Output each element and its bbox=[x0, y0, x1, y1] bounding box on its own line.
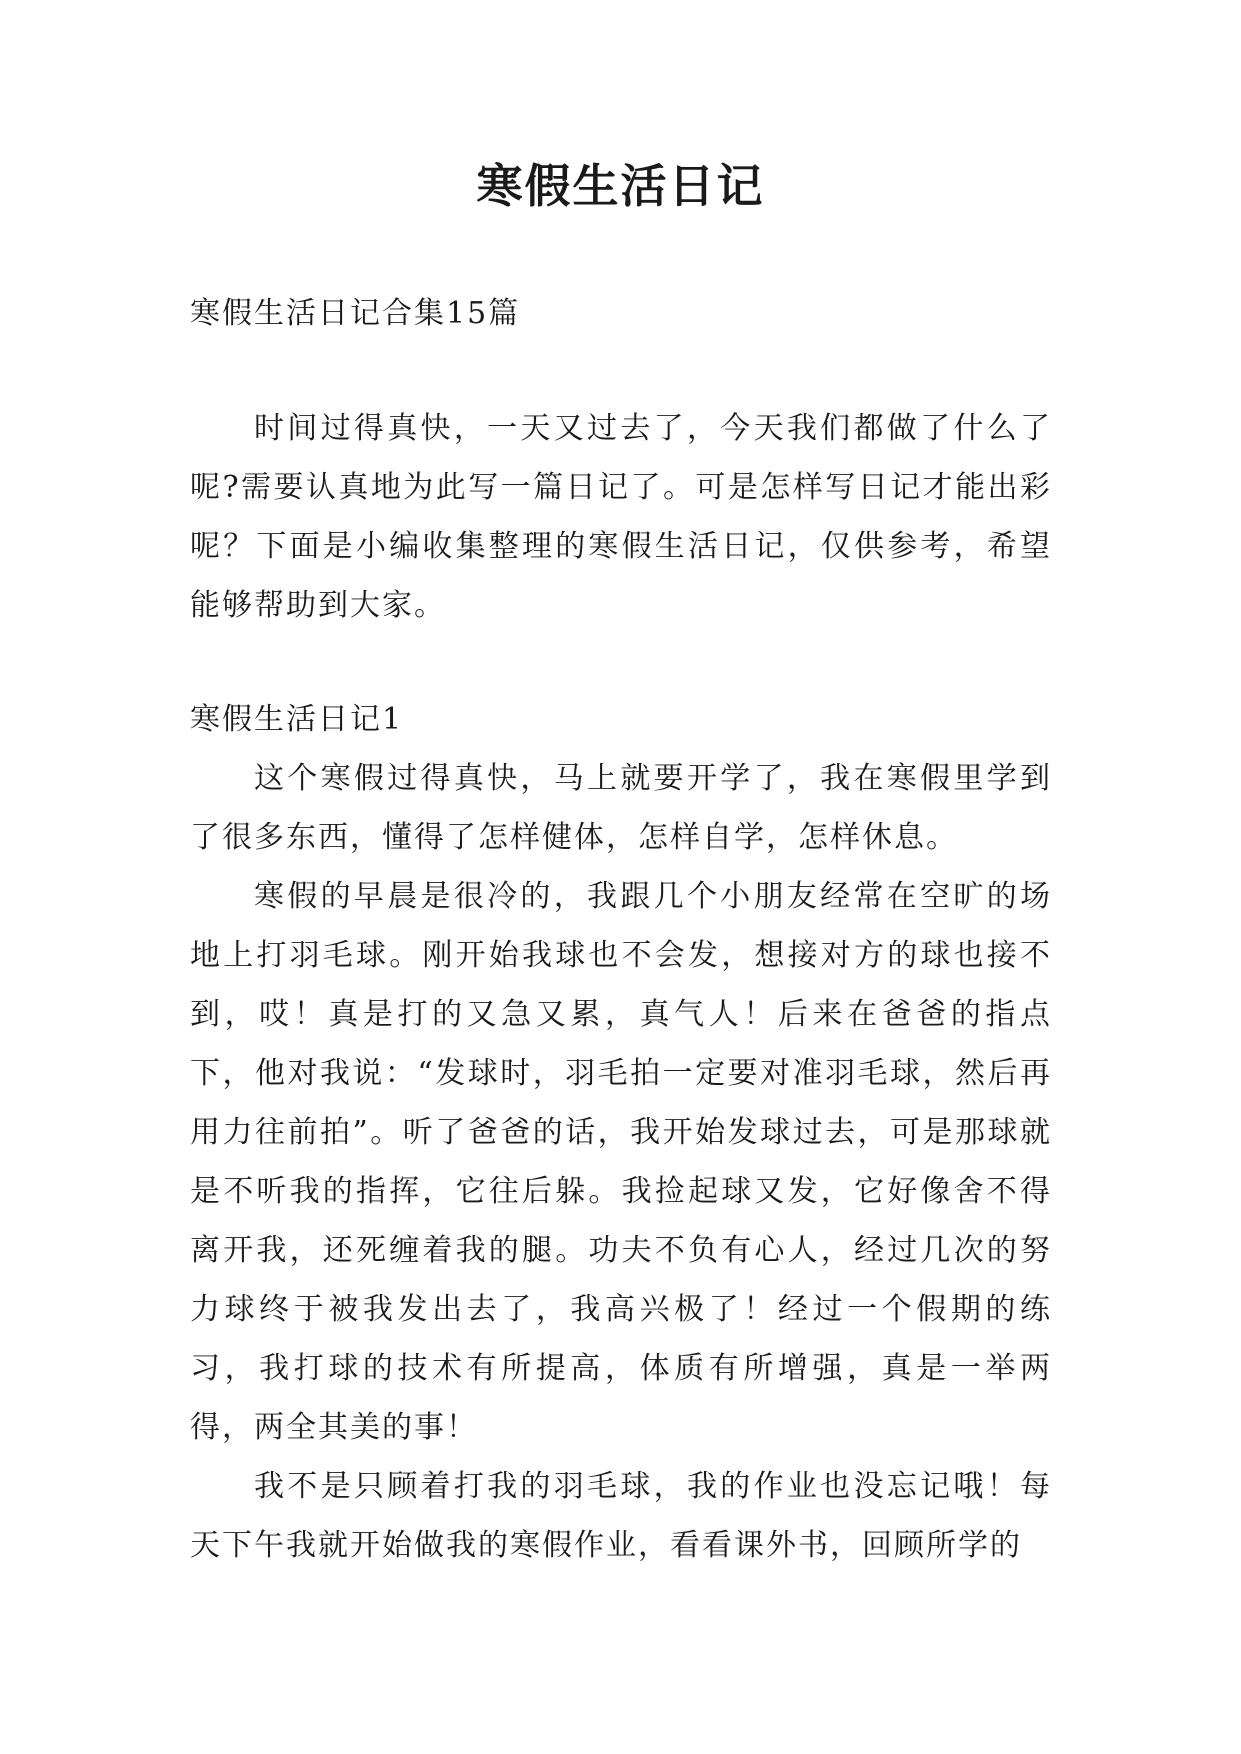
document-title: 寒假生活日记 bbox=[476, 159, 765, 213]
intro-paragraph: 时间过得真快，一天又过去了，今天我们都做了什么了呢?需要认真地为此写一篇日记了。可是怎样写日记才能出彩呢？下面是小编收集整理的寒假生活日记，仅供参考，希望能够帮助到大家。 bbox=[190, 411, 1052, 623]
section-body bbox=[190, 749, 1052, 1575]
body-paragraph: 这个寒假过得真快，马上就要开学了，我在寒假里学到了很多东西，懂得了怎样健体，怎样自学，怎样休息。 bbox=[190, 761, 1052, 855]
body-paragraph: 我不是只顾着打我的羽毛球，我的作业也没忘记哦！每天下午我就开始做我的寒假作业，看看课外书，回顾所学的 bbox=[190, 1469, 1052, 1563]
document-subtitle: 寒假生活日记合集15篇 bbox=[190, 296, 521, 331]
section-heading: 寒假生活日记1 bbox=[190, 702, 404, 737]
body-paragraph: 寒假的早晨是很冷的，我跟几个小朋友经常在空旷的场地上打羽毛球。刚开始我球也不会发，想接对方的球也接不到，哎！真是打的又急又累，真气人！后来在爸爸的指点下，他对我说：“发球时，羽毛拍一定要对准羽毛球，然后再用力往前拍”。听了爸爸的话，我开始发球过去，可是那球就是不听我的指挥，它往后躲。我捡起球又发，它好像舍不得离开我，还死缠着我的腿。功夫不负有心人，经过几次的努力球终于被我发出去了，我高兴极了！经过一个假期的练习，我打球的技术有所提高，体质有所增强，真是一举两得，两全其美的事！ bbox=[190, 879, 1052, 1445]
